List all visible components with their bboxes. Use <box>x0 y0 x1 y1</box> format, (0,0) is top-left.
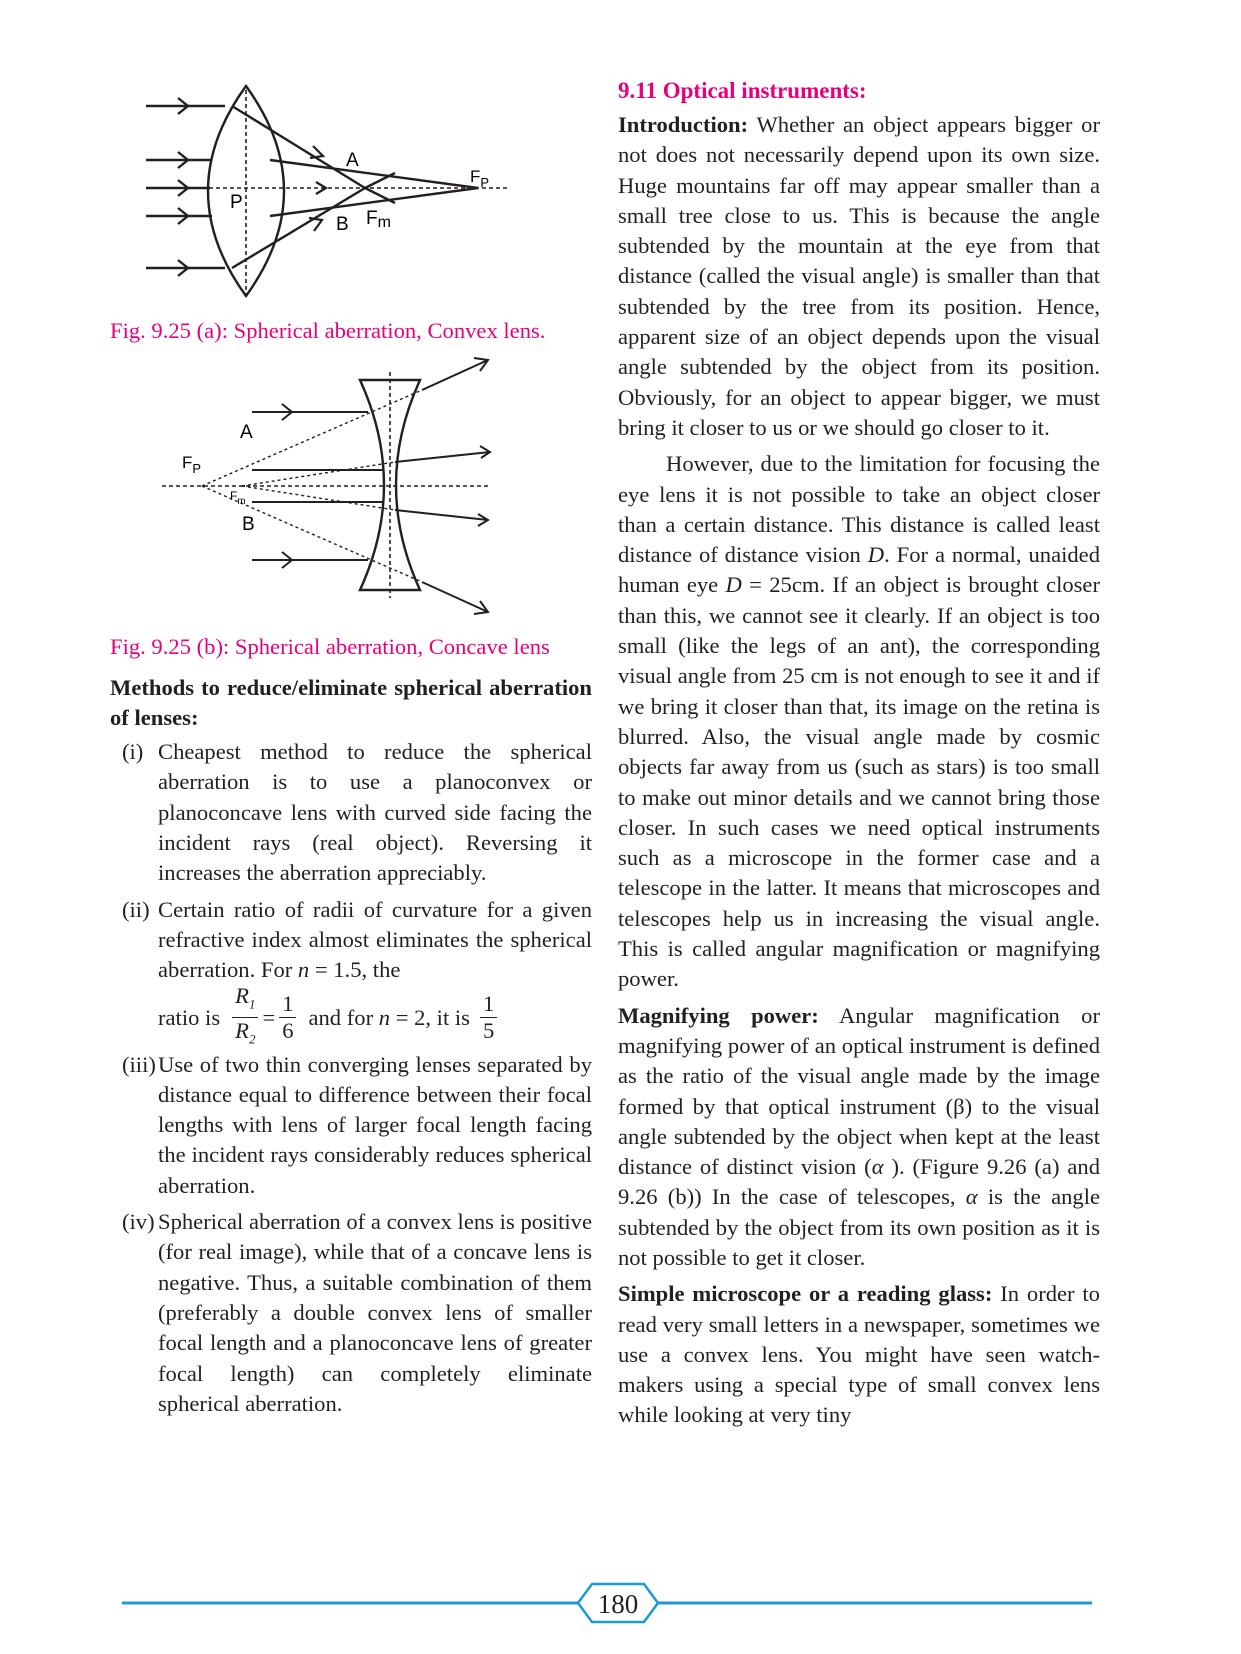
list-item: (ii) Certain ratio of radii of curvature for a given refractive index almost eliminates the spherical aberration. For n = 1.5, the <box>122 896 592 983</box>
label-a: A <box>346 150 359 171</box>
label-b: B <box>242 514 255 536</box>
least-distance-paragraph: However, due to the limitation for focusing the eye lens it is not possible to take an object closer than a certain distance. This distance is called least distance of distance vision D. For a normal, unaided human eye D = 25cm. If an object is brought closer than this, we cannot see it clearly. If an object is too small (like the legs of an ant), the corresponding visual angle from 25 cm is not enough to see it and if we bring it closer than that, its image on the retina is blurred. Also, the visual angle made by cosmic objects far away from us (such as stars) is too small to make out minor details and we cannot bring those closer. In such cases we need optical instruments such as a microscope in the former case and a telescope in the latter. It means that microscopes and telescopes help us in increasing the visual angle. This is called angular magnification or magnifying power. <box>618 451 1101 992</box>
intro-paragraph: Introduction: Whether an object appears bigger or not does not necessarily depend upon its own size. Huge mountains far off may appear smaller than a small tree close to us. This is because the angle subtended by the mountain at the eye from that distance (called the visual angle) is smaller than that subtended by the tree from its position. Hence, apparent size of an object depends upon the visual angle subtended by the object from its position. Obviously, for an object to appear bigger, we must bring it closer to us or we should go closer to it. <box>618 112 1100 440</box>
figure-convex-lens <box>110 76 592 308</box>
radius-ratio-formula: ratio is $\frac{R_1}{R_2}$ = $\frac{1}{6}$ and for n = 2, it is $\frac{1}{5}$ <box>110 986 592 1050</box>
figure-b-caption: Fig. 9.25 (b): Spherical aberration, Concave lens <box>110 634 550 660</box>
label-b: B <box>336 214 349 235</box>
magnifying-power-paragraph: Magnifying power: Angular magnification or magnifying power of an optical instrument is defined as the ratio of the visual angle made by the image formed by that optical instrument (β) to the visual angle subtended by the object when kept at the least distance of distinct vision (α ). (Figure 9.26 (a) and 9.26 (b)) In the case of telescopes, α is the angle subtended by the object from its own position as it is not possible to get it closer. <box>618 1002 1101 1270</box>
label-fp: $F_P$ <box>182 453 202 477</box>
label-p: P <box>230 192 243 213</box>
page-number: 180 <box>597 1589 639 1619</box>
left-column <box>110 76 592 1425</box>
right-column <box>618 76 1100 1431</box>
list-item: (i) Cheapest method to reduce the spherical aberration is to use a planoconvex or planoconcave lens with curved side facing the incident rays (real object). Reversing it increases the aberration appreciably. <box>122 739 592 886</box>
simple-microscope-paragraph: Simple microscope or a reading glass: In order to read very small letters in a newspaper, sometimes we use a convex lens. You might have seen watch-makers using a special type of small convex lens while looking at very tiny <box>618 1281 1100 1428</box>
page-footer <box>0 1576 1241 1632</box>
label-fm: $F_m$ <box>230 489 246 508</box>
figure-a-caption: Fig. 9.25 (a): Spherical aberration, Convex lens. <box>110 318 546 343</box>
label-fp: $F_P$ <box>470 167 490 190</box>
list-item: (iv) Spherical aberration of a convex lens is positive (for real image), while that of a concave lens is negative. Thus, a suitable combination of them (preferably a double convex lens of smaller focal length and a planoconcave lens of greater focal length) can completely eliminate spherical aberration. <box>122 1209 592 1416</box>
methods-list <box>110 737 592 985</box>
label-a: A <box>240 422 253 444</box>
list-item: (iii) Use of two thin converging lenses separated by distance equal to difference between their focal lengths with lens of larger focal length facing the incident rays considerably reduces spherical aberration. <box>122 1051 592 1198</box>
section-heading: 9.11 Optical instruments: <box>618 78 867 103</box>
methods-heading: Methods to reduce/eliminate spherical aberration of lenses: <box>110 674 592 730</box>
label-fm: Fm <box>366 208 391 231</box>
figure-concave-lens <box>110 350 592 622</box>
methods-list-continued <box>110 1050 592 1420</box>
